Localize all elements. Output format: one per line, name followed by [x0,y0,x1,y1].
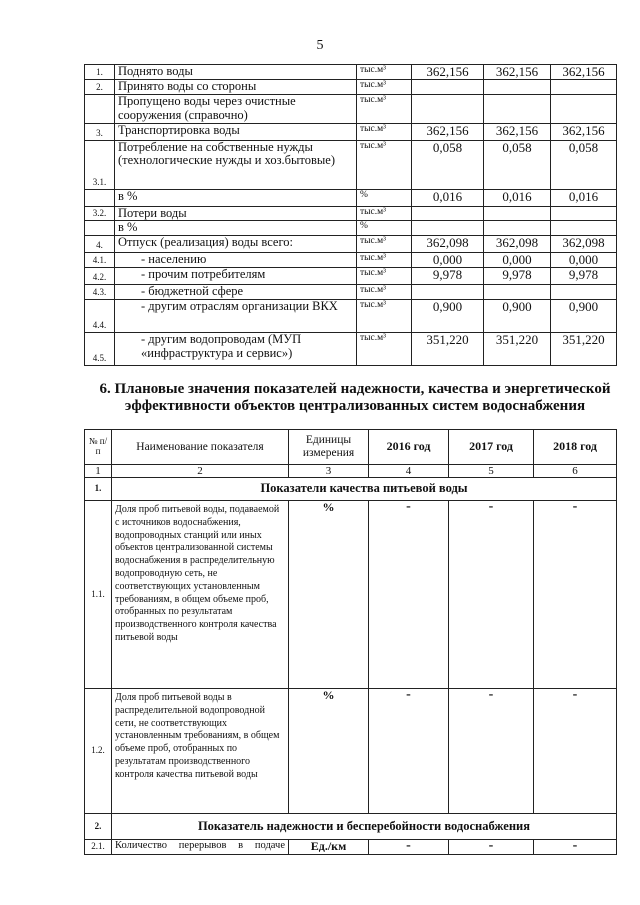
row-name: - прочим потребителям [115,268,357,285]
balance-row [85,189,617,206]
row-unit: тыс.м³ [357,95,412,124]
row-2-1-2018: - [534,840,617,855]
water-balance-table [84,64,617,366]
row-num: 3. [85,123,115,140]
value-2017: 0,000 [484,253,551,268]
balance-row [85,300,617,333]
balance-row [85,285,617,300]
value-2018 [551,80,617,95]
row-num: 4. [85,236,115,253]
col-number: 6 [534,465,617,478]
row-unit: тыс.м³ [357,333,412,366]
balance-row [85,268,617,285]
value-2017 [484,95,551,124]
row-num [85,189,115,206]
value-2017: 362,098 [484,236,551,253]
row-num [85,95,115,124]
col-number: 5 [449,465,534,478]
value-2016 [412,95,484,124]
row-name: - другим отраслям организации ВКХ [115,300,357,333]
header-unit: Единицы измерения [289,430,369,465]
value-2017 [484,206,551,221]
row-unit: тыс.м³ [357,253,412,268]
col-number: 2 [112,465,289,478]
value-2017: 0,900 [484,300,551,333]
value-2016 [412,285,484,300]
value-2018 [551,95,617,124]
row-1-2-2018: - [534,689,617,814]
value-2016: 362,156 [412,123,484,140]
value-2016: 351,220 [412,333,484,366]
row-2-1-unit: Ед./км [289,840,369,855]
section-2-title: Показатель надежности и бесперебойности водоснабжения [112,814,617,840]
balance-row [85,95,617,124]
row-2-1-2016: - [369,840,449,855]
row-name: - другим водопроводам (МУП «инфраструктура и сервис») [115,333,357,366]
row-name: в % [115,189,357,206]
balance-row [85,333,617,366]
balance-row [85,65,617,80]
row-1-1-2017: - [449,501,534,689]
row-unit: тыс.м³ [357,236,412,253]
value-2018: 351,220 [551,333,617,366]
value-2018: 0,000 [551,253,617,268]
balance-row [85,236,617,253]
row-name: - бюджетной сфере [115,285,357,300]
value-2017: 362,156 [484,65,551,80]
row-name: Отпуск (реализация) воды всего: [115,236,357,253]
value-2017 [484,285,551,300]
value-2016 [412,221,484,236]
value-2017: 0,016 [484,189,551,206]
col-number: 4 [369,465,449,478]
value-2018: 362,156 [551,123,617,140]
row-unit: тыс.м³ [357,65,412,80]
row-name: - населению [115,253,357,268]
row-unit: % [357,189,412,206]
row-num: 2. [85,80,115,95]
row-unit: % [357,221,412,236]
section-2-num: 2. [85,814,112,840]
col-number: 3 [289,465,369,478]
value-2017: 351,220 [484,333,551,366]
row-1-2-name: Доля проб питьевой воды в распределительной водопроводной сети, не соответствующих установленным требованиям, в общем объеме проб, отобранных по результатам производственного контроля качества питьевой воды [112,689,289,814]
row-name: в % [115,221,357,236]
value-2017: 9,978 [484,268,551,285]
header-num: № п/п [85,430,112,465]
value-2016: 0,058 [412,140,484,189]
row-name: Пропущено воды через очистные сооружения (справочно) [115,95,357,124]
header-2017: 2017 год [449,430,534,465]
value-2018 [551,206,617,221]
section-1-title: Показатели качества питьевой воды [112,478,617,501]
row-name: Принято воды со стороны [115,80,357,95]
row-2-1-num: 2.1. [85,840,112,855]
value-2017: 362,156 [484,123,551,140]
value-2016 [412,80,484,95]
row-num: 3.2. [85,206,115,221]
row-1-2-num: 1.2. [85,689,112,814]
row-unit: тыс.м³ [357,285,412,300]
row-unit: тыс.м³ [357,206,412,221]
row-1-1-unit: % [289,501,369,689]
row-1-1-2018: - [534,501,617,689]
row-num: 4.4. [85,300,115,333]
row-name: Транспортировка воды [115,123,357,140]
value-2017 [484,221,551,236]
value-2018: 362,156 [551,65,617,80]
row-num [85,221,115,236]
value-2016: 9,978 [412,268,484,285]
value-2016: 362,098 [412,236,484,253]
value-2018 [551,221,617,236]
page-number: 5 [316,38,324,53]
header-2016: 2016 год [369,430,449,465]
row-1-2-2017: - [449,689,534,814]
row-2-1-name: Количество перерывов в подаче [112,840,289,855]
row-num: 4.3. [85,285,115,300]
row-unit: тыс.м³ [357,80,412,95]
value-2017: 0,058 [484,140,551,189]
row-name: Поднято воды [115,65,357,80]
row-1-2-2016: - [369,689,449,814]
row-1-1-2016: - [369,501,449,689]
balance-row [85,80,617,95]
value-2016: 0,900 [412,300,484,333]
row-name: Потери воды [115,206,357,221]
row-1-2-unit: % [289,689,369,814]
row-num: 3.1. [85,140,115,189]
row-num: 4.5. [85,333,115,366]
row-1-1-name: Доля проб питьевой воды, подаваемой с источников водоснабжения, водопроводных станций или иных объектов централизованной системы водоснабжения в распределительную водопроводную сеть, не соответствующих установленным требованиям, в общем объеме проб, отобранных по результатам производственного контроля качества питьевой воды [112,501,289,689]
header-name: Наименование показателя [112,430,289,465]
value-2016: 362,156 [412,65,484,80]
row-unit: тыс.м³ [357,140,412,189]
section-1-num: 1. [85,478,112,501]
balance-row [85,253,617,268]
section-6-title: 6. Плановые значения показателей надежности, качества и энергетической эффективности объектов централизованных систем водоснабжения [99,381,611,414]
value-2018: 9,978 [551,268,617,285]
balance-row [85,140,617,189]
value-2016: 0,016 [412,189,484,206]
row-num: 4.2. [85,268,115,285]
value-2018: 0,016 [551,189,617,206]
row-unit: тыс.м³ [357,123,412,140]
balance-row [85,221,617,236]
col-number: 1 [85,465,112,478]
value-2018 [551,285,617,300]
value-2017 [484,80,551,95]
value-2018: 362,098 [551,236,617,253]
value-2016 [412,206,484,221]
row-unit: тыс.м³ [357,300,412,333]
value-2018: 0,058 [551,140,617,189]
value-2018: 0,900 [551,300,617,333]
row-unit: тыс.м³ [357,268,412,285]
row-num: 4.1. [85,253,115,268]
row-2-1-2017: - [449,840,534,855]
value-2016: 0,000 [412,253,484,268]
row-num: 1. [85,65,115,80]
row-name: Потребление на собственные нужды (технологические нужды и хоз.бытовые) [115,140,357,189]
row-1-1-num: 1.1. [85,501,112,689]
balance-row [85,206,617,221]
indicators-table [84,429,617,855]
header-2018: 2018 год [534,430,617,465]
balance-row [85,123,617,140]
